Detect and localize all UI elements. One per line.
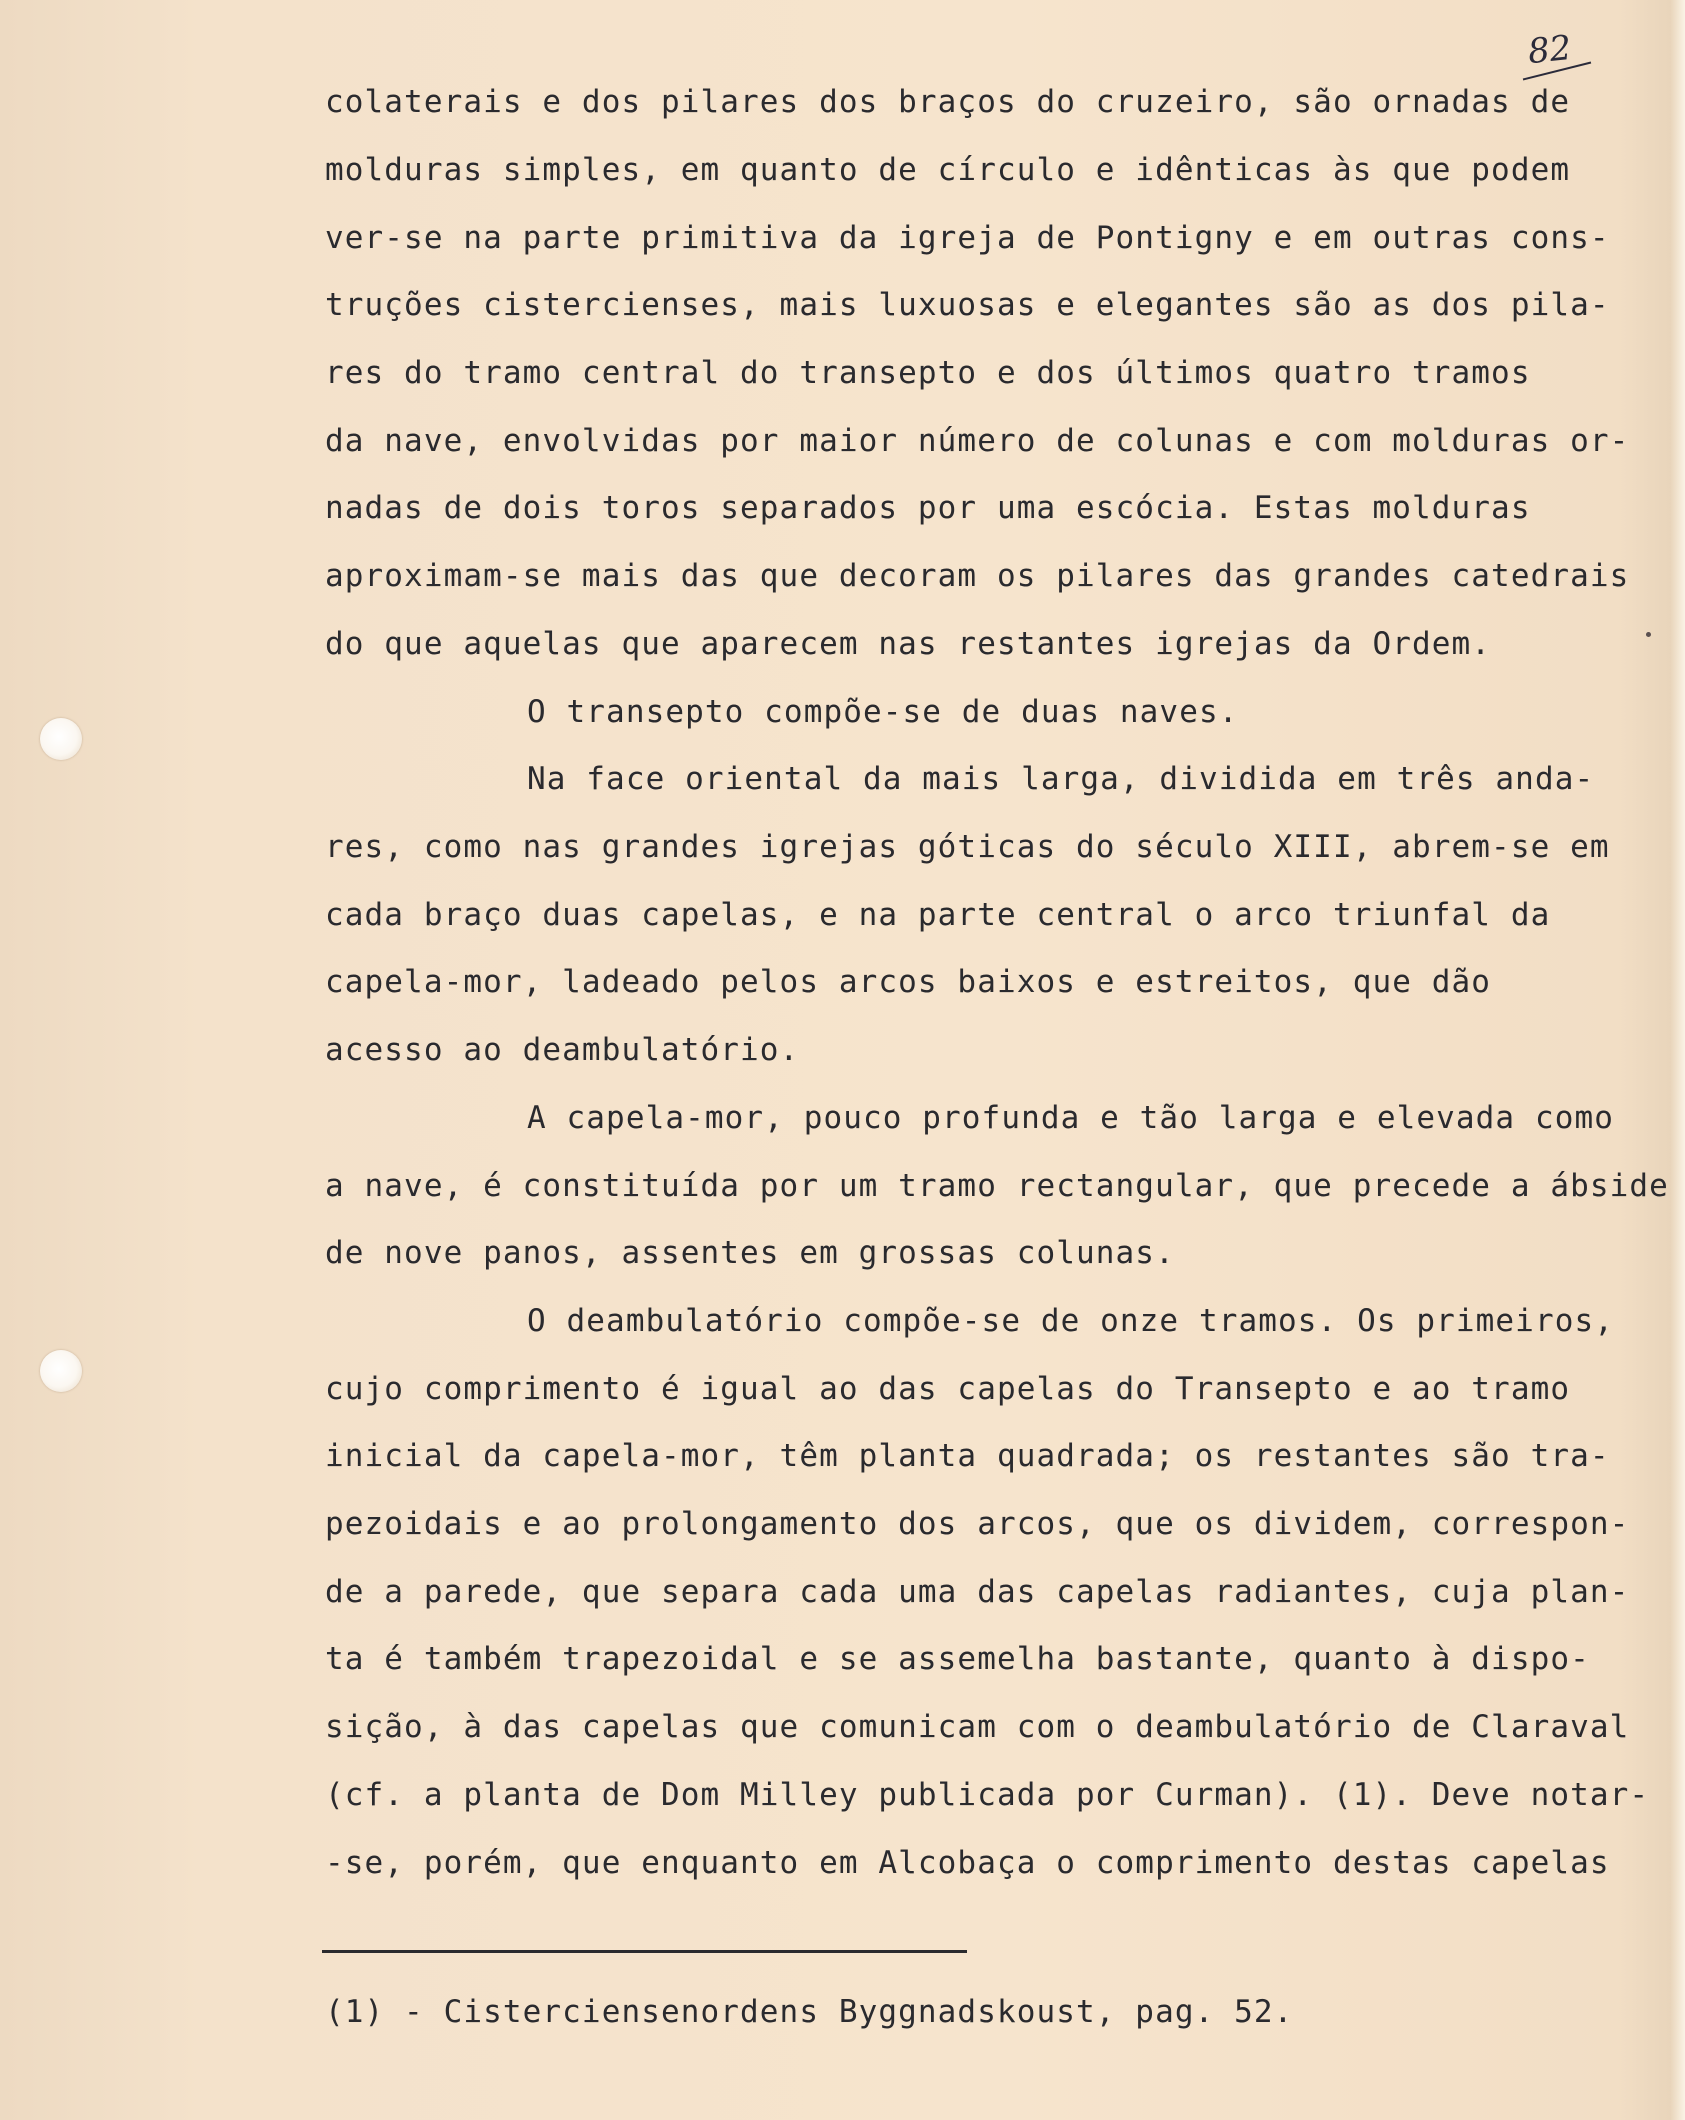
body-line: cujo comprimento é igual ao das capelas do Transepto e ao tramo xyxy=(325,1371,1571,1407)
body-line: de a parede, que separa cada uma das capelas radiantes, cuja plan- xyxy=(325,1574,1630,1610)
body-line: res do tramo central do transepto e dos últimos quatro tramos xyxy=(325,355,1531,391)
body-line: pezoidais e ao prolongamento dos arcos, que os dividem, correspon- xyxy=(325,1506,1630,1542)
page-edge xyxy=(1671,0,1685,2120)
body-line: -se, porém, que enquanto em Alcobaça o comprimento destas capelas xyxy=(325,1845,1610,1881)
body-line: Na face oriental da mais larga, dividida em três anda- xyxy=(527,761,1595,797)
body-line: O deambulatório compõe-se de onze tramos. Os primeiros, xyxy=(527,1303,1614,1339)
body-line: acesso ao deambulatório. xyxy=(325,1032,800,1068)
body-line: O transepto compõe-se de duas naves. xyxy=(527,694,1239,730)
body-line: ta é também trapezoidal e se assemelha bastante, quanto à dispo- xyxy=(325,1641,1590,1677)
page-number: 82 xyxy=(1526,27,1574,73)
body-line: inicial da capela-mor, têm planta quadrada; os restantes são tra- xyxy=(325,1438,1610,1474)
body-line: (cf. a planta de Dom Milley publicada por Curman). (1). Deve notar- xyxy=(325,1777,1650,1813)
body-line: cada braço duas capelas, e na parte central o arco triunfal da xyxy=(325,897,1551,933)
body-line: ver-se na parte primitiva da igreja de Pontigny e em outras cons- xyxy=(325,220,1610,256)
ink-speck xyxy=(1646,632,1651,637)
body-line: molduras simples, em quanto de círculo e idênticas às que podem xyxy=(325,152,1571,188)
punch-hole xyxy=(40,1350,82,1392)
body-line: a nave, é constituída por um tramo rectangular, que precede a ábside xyxy=(325,1168,1669,1204)
body-line: aproximam-se mais das que decoram os pilares das grandes catedrais xyxy=(325,558,1630,594)
body-line: capela-mor, ladeado pelos arcos baixos e estreitos, que dão xyxy=(325,964,1492,1000)
body-line: res, como nas grandes igrejas góticas do século XIII, abrem-se em xyxy=(325,829,1610,865)
body-line: sição, à das capelas que comunicam com o deambulatório de Claraval xyxy=(325,1709,1630,1745)
body-line: A capela-mor, pouco profunda e tão larga e elevada como xyxy=(527,1100,1614,1136)
footnote-separator xyxy=(322,1950,967,1953)
body-line: da nave, envolvidas por maior número de colunas e com molduras or- xyxy=(325,423,1630,459)
punch-hole xyxy=(40,718,82,760)
footnote: (1) - Cisterciensenordens Byggnadskoust, pag. 52. xyxy=(325,1994,1294,2030)
body-line: do que aquelas que aparecem nas restantes igrejas da Ordem. xyxy=(325,626,1492,662)
body-line: de nove panos, assentes em grossas colunas. xyxy=(325,1235,1175,1271)
body-line: colaterais e dos pilares dos braços do cruzeiro, são ornadas de xyxy=(325,84,1571,120)
body-line: nadas de dois toros separados por uma escócia. Estas molduras xyxy=(325,490,1531,526)
body-line: truções cistercienses, mais luxuosas e elegantes são as dos pila- xyxy=(325,287,1610,323)
